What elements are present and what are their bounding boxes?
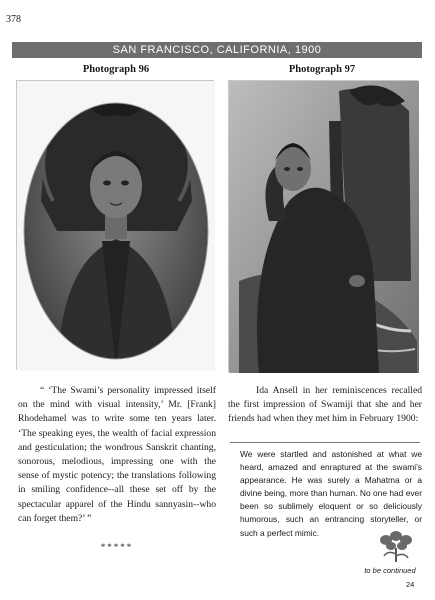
portrait-oval-image (17, 81, 215, 371)
to-be-continued-note: to be continued (364, 566, 416, 575)
seated-portrait-image (229, 81, 419, 373)
rhodehamel-quote: “ ‘The Swami’s personality impressed itself on the mind with visual intensity,’ Mr. [Frank] Rhodehamel was to write some ten years later. ‘The speaking eyes, the wealth of facial expression and gesticulation; the wondrous Sanskrit chanting, sonorous, melodious, impressing one with the sense of mystic potency; the translations following in smiling confidence--all these set off by the spectacular apparel of the Hindu sannyasin--who can forget them?’ ” (18, 385, 216, 524)
flower-emblem-icon (372, 528, 418, 564)
page-number: 378 (6, 14, 21, 25)
section-banner: SAN FRANCISCO, CALIFORNIA, 1900 (12, 42, 422, 58)
section-separator: ***** (100, 542, 134, 552)
photo-97-caption: Photograph 97 (288, 64, 356, 75)
photo-96-caption: Photograph 96 (82, 64, 150, 75)
folio-number: 24 (406, 580, 415, 589)
photograph-96 (16, 80, 214, 370)
photograph-97 (228, 80, 418, 372)
quote-divider (230, 442, 420, 443)
ida-ansell-account: We were startled and astonished at what we heard, amazed and enraptured at the swami’s appearance. He was surely a Mahatma or a divine being, more than human. No one had ever been so sublimely eloquent or so deliciously humorous, such an entrancing storyteller, or such a perfect mimic. (240, 449, 422, 538)
ida-ansell-intro: Ida Ansell in her reminiscences recalled the first impression of Swamiji that she and her friends had when they met him in February 1900: (228, 385, 422, 425)
